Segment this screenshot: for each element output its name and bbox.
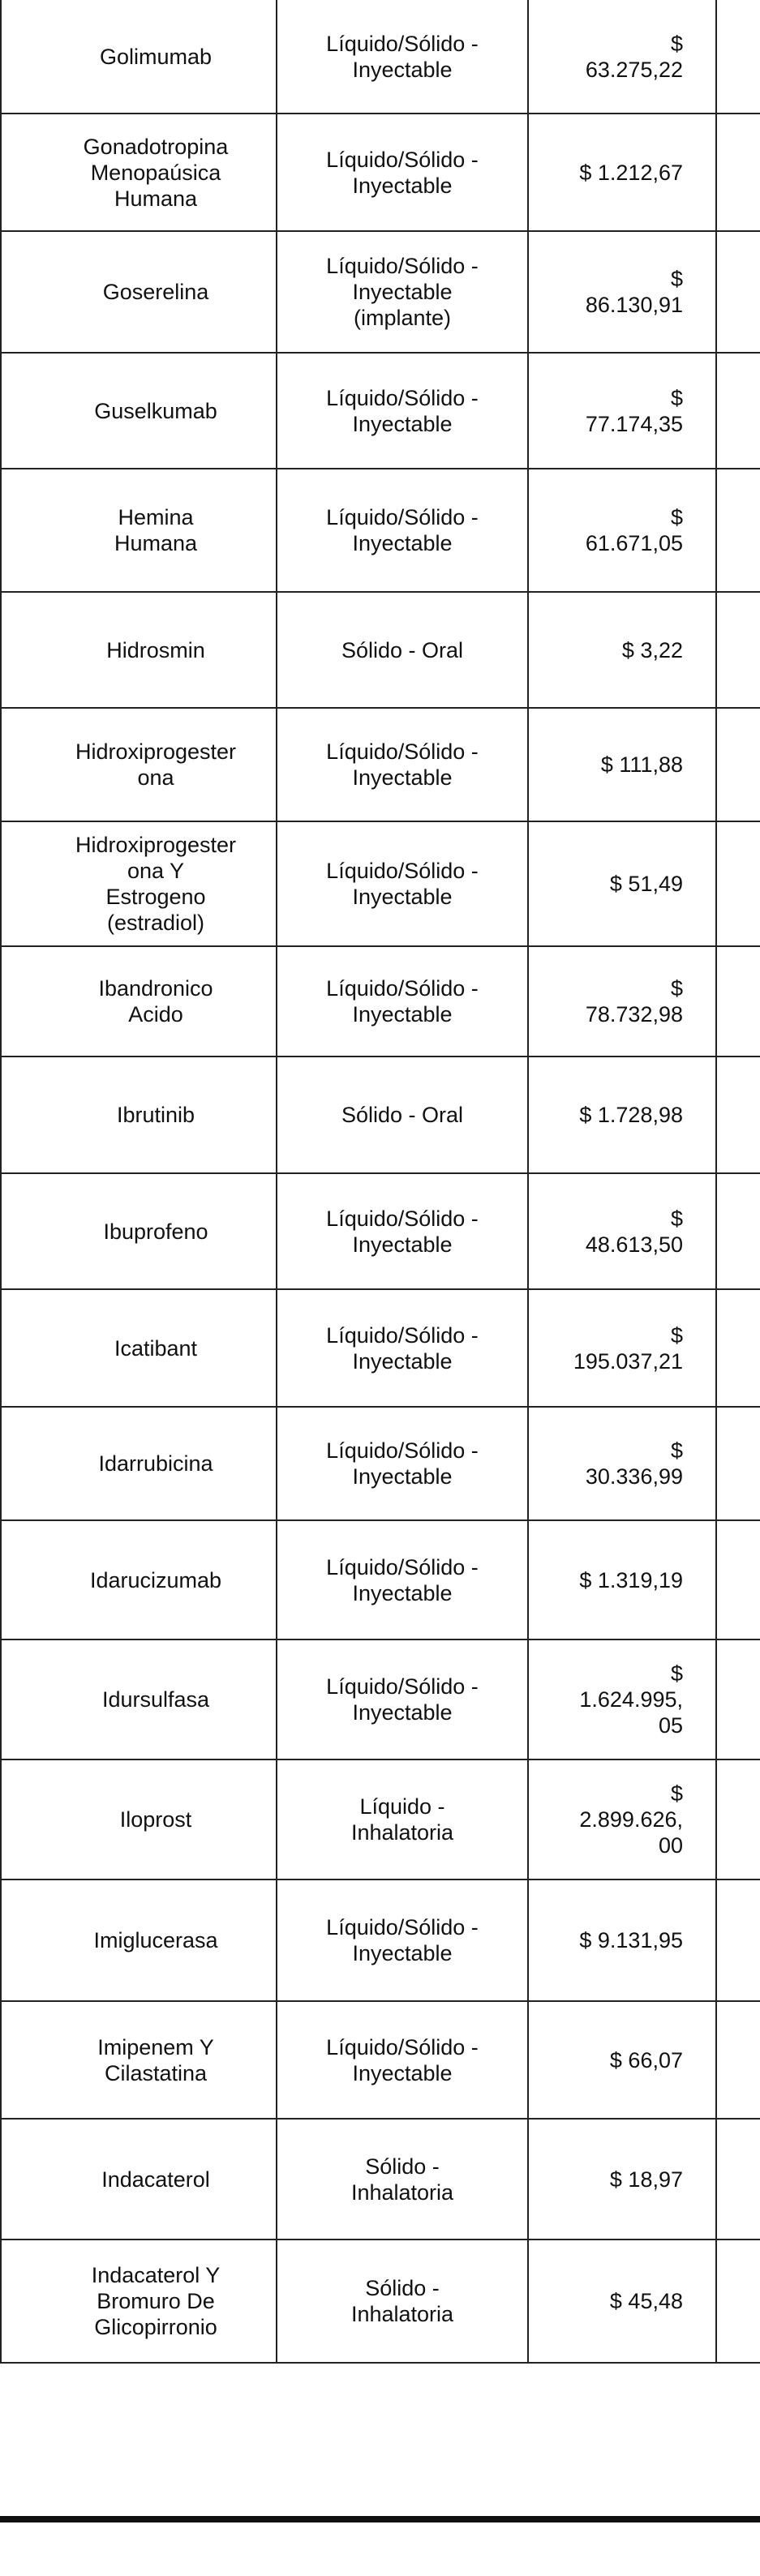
price-cell <box>529 1639 715 1759</box>
price-cell-text: $ 111,88 <box>600 752 683 777</box>
table-row <box>0 353 760 469</box>
table-row <box>0 469 760 592</box>
price-cell <box>529 1520 715 1639</box>
drug-name-cell <box>36 469 276 592</box>
table-row <box>0 592 760 708</box>
price-cell-text: $ 63.275,22 <box>585 32 683 82</box>
drug-name-cell <box>36 2240 276 2363</box>
price-cell-text: $ 48.613,50 <box>585 1206 683 1257</box>
dosage-form-cell-text: Sólido - Inhalatoria <box>350 2276 454 2326</box>
dosage-form-cell-text: Líquido/Sólido - Inyectable <box>326 976 479 1027</box>
drug-name-cell-text: Hidroxiprogester ona <box>75 739 237 790</box>
price-cell-text: $ 61.671,05 <box>585 505 683 555</box>
price-cell <box>529 2001 715 2119</box>
dosage-form-cell <box>277 231 527 353</box>
table-row <box>0 1173 760 1289</box>
dosage-form-cell <box>277 1173 527 1289</box>
dosage-form-cell <box>277 1639 527 1759</box>
drug-name-cell <box>36 1173 276 1289</box>
price-cell-text: $ 1.728,98 <box>579 1103 683 1127</box>
drug-name-cell-text: Iloprost <box>119 1807 192 1832</box>
drug-name-cell <box>36 1759 276 1879</box>
dosage-form-cell-text: Líquido/Sólido - Inyectable <box>326 32 479 82</box>
drug-name-cell-text: Imiglucerasa <box>93 1928 218 1952</box>
dosage-form-cell-text: Sólido - Inhalatoria <box>350 2154 454 2205</box>
table-row <box>0 2240 760 2363</box>
price-cell <box>529 708 715 821</box>
table-row <box>0 708 760 821</box>
drug-name-cell-text: Hidroxiprogester ona Y Estrogeno (estradiol) <box>75 833 237 935</box>
drug-name-cell <box>36 231 276 353</box>
drug-name-cell <box>36 1639 276 1759</box>
price-cell-text: $ 3,22 <box>621 637 683 662</box>
dosage-form-cell-text: Líquido/Sólido - Inyectable <box>326 1915 479 1965</box>
dosage-form-cell <box>277 1520 527 1639</box>
price-cell <box>529 1289 715 1407</box>
drug-name-cell <box>36 353 276 469</box>
price-cell <box>529 0 715 114</box>
dosage-form-cell-text: Líquido/Sólido - Inyectable <box>326 1206 479 1257</box>
drug-name-cell <box>36 1879 276 2001</box>
drug-name-cell <box>36 821 276 946</box>
dosage-form-cell <box>277 592 527 708</box>
table-row <box>0 2119 760 2240</box>
dosage-form-cell <box>277 0 527 114</box>
price-cell <box>529 1057 715 1173</box>
footer-rule <box>0 2516 760 2522</box>
table-row <box>0 2001 760 2119</box>
price-cell-text: $ 77.174,35 <box>585 385 683 436</box>
dosage-form-cell <box>277 821 527 946</box>
dosage-form-cell-text: Líquido/Sólido - Inyectable <box>326 859 479 909</box>
price-cell-text: $ 195.037,21 <box>573 1322 683 1374</box>
dosage-form-cell-text: Líquido/Sólido - Inyectable (implante) <box>326 254 479 330</box>
drug-name-cell-text: Idarucizumab <box>89 1567 222 1592</box>
drug-name-cell <box>36 1057 276 1173</box>
drug-name-cell <box>36 2001 276 2119</box>
drug-name-cell-text: Indacaterol Y Bromuro De Glicopirronio <box>91 2263 221 2339</box>
dosage-form-cell <box>277 1057 527 1173</box>
price-cell <box>529 821 715 946</box>
table-row <box>0 1057 760 1173</box>
drug-name-cell-text: Idarrubicina <box>98 1451 213 1476</box>
drug-name-cell <box>36 1289 276 1407</box>
drug-name-cell <box>36 2119 276 2240</box>
drug-name-cell-text: Imipenem Y Cilastatina <box>97 2034 214 2085</box>
price-cell-text: $ 51,49 <box>609 872 683 896</box>
price-cell <box>529 114 715 231</box>
dosage-form-cell <box>277 1289 527 1407</box>
dosage-form-cell-text: Sólido - Oral <box>341 637 464 662</box>
drug-name-cell <box>36 114 276 231</box>
drug-name-cell <box>36 708 276 821</box>
dosage-form-cell-text: Líquido/Sólido - Inyectable <box>326 739 479 790</box>
dosage-form-cell <box>277 2119 527 2240</box>
price-cell-text: $ 45,48 <box>609 2289 683 2313</box>
table-row <box>0 946 760 1057</box>
dosage-form-cell-text: Líquido/Sólido - Inyectable <box>326 1438 479 1489</box>
price-cell-text: $ 2.899.626, 00 <box>579 1781 683 1858</box>
drug-name-cell-text: Indacaterol <box>101 2167 210 2192</box>
dosage-form-cell <box>277 2001 527 2119</box>
drug-name-cell <box>36 1520 276 1639</box>
dosage-form-cell <box>277 708 527 821</box>
table-row <box>0 114 760 231</box>
dosage-form-cell-text: Líquido/Sólido - Inyectable <box>326 1674 479 1725</box>
price-cell <box>529 469 715 592</box>
dosage-form-cell-text: Líquido/Sólido - Inyectable <box>326 385 479 436</box>
dosage-form-cell-text: Líquido/Sólido - Inyectable <box>326 2034 479 2085</box>
dosage-form-cell-text: Líquido/Sólido - Inyectable <box>326 1322 479 1374</box>
dosage-form-cell <box>277 1879 527 2001</box>
dosage-form-cell-text: Sólido - Oral <box>341 1103 464 1127</box>
table-row <box>0 0 760 114</box>
table-row <box>0 231 760 353</box>
dosage-form-cell <box>277 114 527 231</box>
price-cell <box>529 1759 715 1879</box>
table-row <box>0 1639 760 1759</box>
price-cell-text: $ 1.319,19 <box>579 1567 683 1592</box>
price-cell-text: $ 30.336,99 <box>585 1438 683 1489</box>
price-cell-text: $ 18,97 <box>609 2167 683 2192</box>
dosage-form-cell <box>277 353 527 469</box>
price-cell <box>529 231 715 353</box>
table-row <box>0 821 760 946</box>
drug-name-cell-text: Ibrutinib <box>116 1103 195 1127</box>
table-row <box>0 1520 760 1639</box>
price-cell-text: $ 1.212,67 <box>579 160 683 185</box>
drug-name-cell-text: Icatibant <box>114 1335 198 1361</box>
dosage-form-cell <box>277 2240 527 2363</box>
price-cell <box>529 946 715 1057</box>
dosage-form-cell <box>277 1407 527 1520</box>
drug-name-cell-text: Hemina Humana <box>114 505 198 555</box>
drug-name-cell-text: Golimumab <box>99 45 213 69</box>
table-row <box>0 1289 760 1407</box>
dosage-form-cell-text: Líquido/Sólido - Inyectable <box>326 147 479 198</box>
price-cell-text: $ 78.732,98 <box>585 976 683 1027</box>
price-cell <box>529 1407 715 1520</box>
price-cell <box>529 2119 715 2240</box>
price-cell-text: $ 66,07 <box>609 2047 683 2072</box>
price-cell-text: $ 9.131,95 <box>579 1928 683 1952</box>
table-row <box>0 1879 760 2001</box>
price-cell-text: $ 1.624.995, 05 <box>579 1661 683 1738</box>
price-cell <box>529 2240 715 2363</box>
dosage-form-cell <box>277 1759 527 1879</box>
dosage-form-cell <box>277 469 527 592</box>
dosage-form-cell-text: Líquido - Inhalatoria <box>350 1794 454 1845</box>
dosage-form-cell-text: Líquido/Sólido - Inyectable <box>326 505 479 555</box>
drug-name-cell-text: Goserelina <box>102 280 209 304</box>
price-cell <box>529 353 715 469</box>
dosage-form-cell-text: Líquido/Sólido - Inyectable <box>326 1554 479 1605</box>
price-cell-text: $ 86.130,91 <box>585 267 683 317</box>
price-cell <box>529 1879 715 2001</box>
drug-name-cell-text: Ibandronico Acido <box>98 976 213 1027</box>
drug-name-cell-text: Idursulfasa <box>101 1687 210 1712</box>
table-row <box>0 1407 760 1520</box>
drug-name-cell-text: Gonadotropina Menopaúsica Humana <box>83 134 229 211</box>
drug-name-cell-text: Hidrosmin <box>106 637 205 662</box>
drug-name-cell-text: Ibuprofeno <box>103 1219 208 1244</box>
price-cell <box>529 1173 715 1289</box>
price-cell <box>529 592 715 708</box>
drug-name-cell <box>36 1407 276 1520</box>
table-row <box>0 1759 760 1879</box>
drug-name-cell <box>36 0 276 114</box>
drug-name-cell <box>36 946 276 1057</box>
drug-name-cell <box>36 592 276 708</box>
dosage-form-cell <box>277 946 527 1057</box>
drug-name-cell-text: Guselkumab <box>94 398 217 423</box>
